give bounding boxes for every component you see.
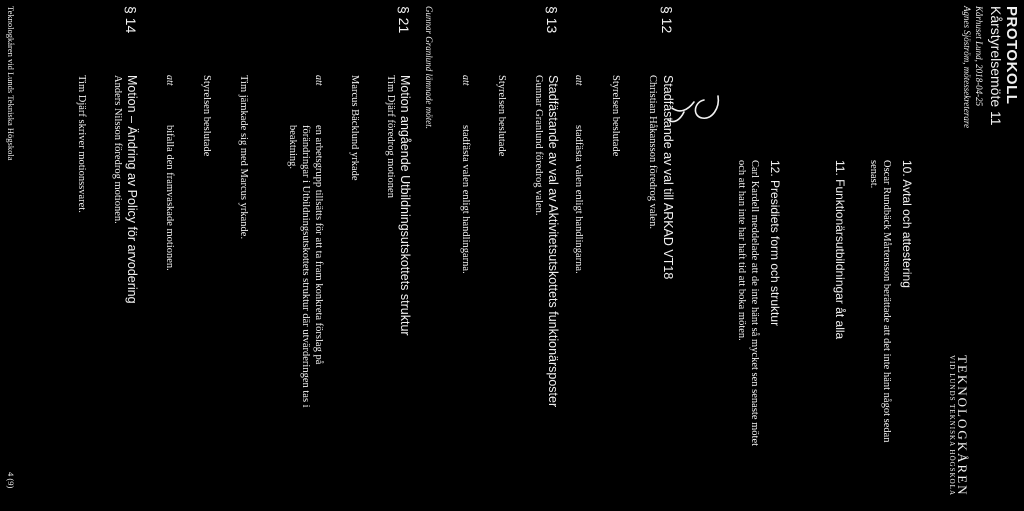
meeting-secretary: Agnes Sjöström, mötessekreterare xyxy=(962,6,972,129)
item-10-text: Oscar Rundbäck Mårtensson berättade att det inte hänt något sedan xyxy=(881,160,892,443)
section-13-att: att xyxy=(460,75,471,86)
section-21-adjustment: Tim jämkade sig med Marcus yrkande. xyxy=(238,75,249,240)
section-21-number: § 21 xyxy=(396,6,412,34)
section-12-att: att xyxy=(573,75,584,86)
section-13-presenter: Gunnar Granlund föredrog valen. xyxy=(533,75,544,216)
section-13-number: § 13 xyxy=(544,6,560,34)
section-14-answer: Tim Djärf skriver motionssvaret. xyxy=(76,75,87,213)
section-12-number: § 12 xyxy=(659,6,675,34)
item-10-text-cont: senast. xyxy=(868,160,879,189)
section-21-proposal-text-2: förändringar i Utbildningsutskottets struktur där utvärderingen tas i xyxy=(300,125,311,408)
section-12-resolution: stadfästa valen enligt handlingarna. xyxy=(573,125,584,274)
org-name: TEKNOLOGKÅREN xyxy=(955,355,970,497)
section-12-presenter: Christian Håkansson föredrog valen. xyxy=(647,75,658,229)
section-13-decision: Styrelsen beslutade xyxy=(496,75,507,157)
section-21-att: att xyxy=(313,75,324,86)
item-11-title: 11. Funktionärsutbildningar åt alla xyxy=(833,160,847,340)
footer-organization: Teknologkåren vid Lunds Tekniska Högskola xyxy=(6,6,16,161)
section-21-decision: Styrelsen beslutade xyxy=(201,75,212,157)
item-10-title: 10. Avtal och attestering xyxy=(900,160,914,288)
section-21-proposal: Marcus Bäcklund yrkade xyxy=(349,75,360,181)
section-21-resolution: bifalla den framvaskade motionen. xyxy=(164,125,175,271)
section-21-proposal-text-3: beaktning. xyxy=(287,125,298,170)
meeting-place-date: Kårhuset Lund, 2018-04-25 xyxy=(974,6,984,107)
section-13-note: Gunnar Granlund lämnade mötet. xyxy=(424,6,434,129)
section-13-resolution: stadfästa valen enligt handlingarna. xyxy=(460,125,471,274)
item-12-text-cont: och att han inte har haft tid att boka möten. xyxy=(736,160,747,341)
section-14-title: Motion – Ändring av Policy för arvodering xyxy=(125,75,139,304)
document-title: PROTOKOLL xyxy=(1003,6,1020,105)
org-subtitle: VID LUNDS TEKNISKA HÖGSKOLA xyxy=(948,355,956,497)
signature-initials xyxy=(664,90,724,130)
section-14-presenter: Anders Nilsson föredrog motionen. xyxy=(112,75,123,224)
page-number: 4 (9) xyxy=(6,472,16,489)
item-12-text: Carl Kardell meddelade att de inte hänt så mycket sen senaste mötet xyxy=(749,160,760,447)
item-12-title: 12. Presidiets form och struktur xyxy=(768,160,782,327)
section-21-presenter: Tim Djärf föredrog motionen xyxy=(385,75,396,198)
document-subtitle: Kårstyrelsemöte 11 xyxy=(988,6,1004,126)
section-12-decision: Styrelsen beslutade xyxy=(610,75,621,157)
section-21-proposal-text: en arbetsgrupp tillsätts för att ta fram konkreta förslag på xyxy=(313,125,324,365)
section-14-number: § 14 xyxy=(123,6,139,34)
section-21-title: Motion angående Utbildningsutskottets struktur xyxy=(398,75,412,336)
section-21-att-2: att xyxy=(164,75,175,86)
section-12-title: Stadfästande av val till ARKAD VT18 xyxy=(661,75,675,280)
section-13-title: Stadfästande av val av Aktivitetsutskottets funktionärsposter xyxy=(546,75,560,408)
